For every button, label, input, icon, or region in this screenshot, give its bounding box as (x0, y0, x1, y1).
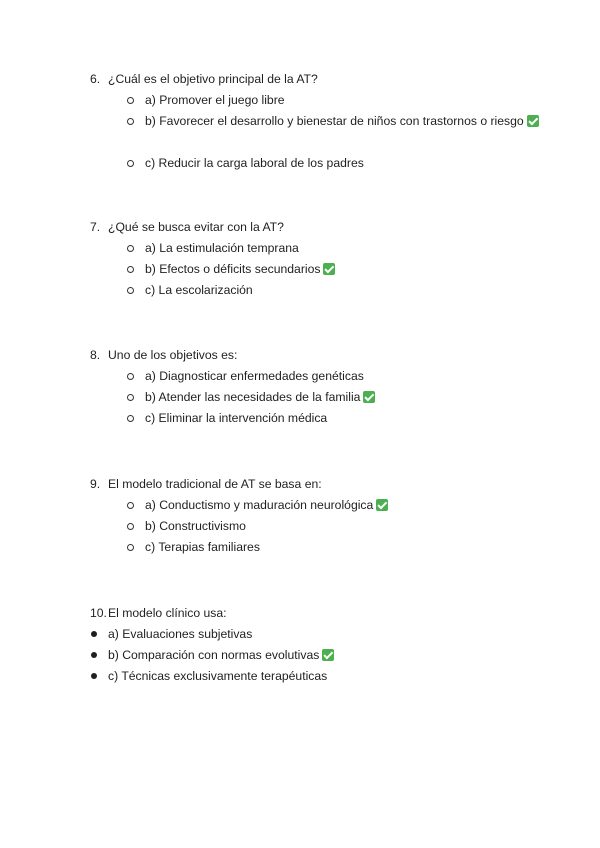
hollow-bullet-icon (127, 523, 134, 530)
option-item (0, 537, 600, 558)
check-mark-button-icon (376, 499, 388, 511)
option-item (0, 408, 600, 429)
hollow-bullet-icon (127, 118, 134, 125)
option-text: b) Atender las necesidades de la familia (145, 390, 361, 404)
option-item (0, 90, 600, 111)
option-item (0, 516, 600, 537)
option-item (0, 666, 600, 687)
hollow-bullet-icon (127, 97, 134, 104)
question-text: ¿Cuál es el objetivo principal de la AT? (108, 72, 318, 86)
option-text: a) Conductismo y maduración neurológica (145, 498, 374, 512)
question-text: Uno de los objetivos es: (108, 348, 238, 362)
filled-bullet-icon (91, 673, 97, 679)
question-number: 10. (90, 606, 107, 620)
option-text: c) Eliminar la intervención médica (145, 411, 328, 425)
hollow-bullet-icon (127, 373, 134, 380)
option-text: b) Favorecer el desarrollo y bienestar de niños con trastornos o riesgo (145, 114, 524, 128)
option-item (0, 153, 600, 174)
option-item (0, 280, 600, 301)
hollow-bullet-icon (127, 394, 134, 401)
question-9 (0, 474, 600, 558)
filled-bullet-icon (91, 652, 97, 658)
option-text: b) Comparación con normas evolutivas (108, 648, 320, 662)
question-7 (0, 217, 600, 301)
check-mark-button-icon (363, 391, 375, 403)
option-text: c) Reducir la carga laboral de los padres (145, 156, 364, 170)
option-text: a) Evaluaciones subjetivas (108, 627, 253, 641)
option-item (0, 387, 600, 408)
option-item (0, 624, 600, 645)
question-8 (0, 345, 600, 429)
check-mark-button-icon (323, 263, 335, 275)
options-list (0, 495, 600, 558)
options-list (0, 366, 600, 429)
options-list (0, 624, 600, 687)
options-list (0, 238, 600, 301)
question-text: El modelo tradicional de AT se basa en: (108, 477, 322, 491)
option-text: c) La escolarización (145, 283, 253, 297)
option-text: c) Técnicas exclusivamente terapéuticas (108, 669, 328, 683)
option-item (0, 238, 600, 259)
check-mark-button-icon (322, 649, 334, 661)
hollow-bullet-icon (127, 287, 134, 294)
hollow-bullet-icon (127, 245, 134, 252)
option-item (0, 111, 600, 153)
hollow-bullet-icon (127, 502, 134, 509)
question-text: ¿Qué se busca evitar con la AT? (108, 220, 284, 234)
question-text: El modelo clínico usa: (108, 606, 227, 620)
check-mark-button-icon (527, 115, 539, 127)
question-number: 9. (90, 477, 101, 491)
question-number: 7. (90, 220, 101, 234)
hollow-bullet-icon (127, 266, 134, 273)
option-text: a) Diagnosticar enfermedades genéticas (145, 369, 364, 383)
hollow-bullet-icon (127, 544, 134, 551)
option-item (0, 495, 600, 516)
option-item (0, 366, 600, 387)
option-text: b) Efectos o déficits secundarios (145, 262, 321, 276)
options-list (0, 90, 600, 174)
hollow-bullet-icon (127, 160, 134, 167)
question-10 (0, 603, 600, 687)
option-text: a) La estimulación temprana (145, 241, 299, 255)
question-number: 6. (90, 72, 101, 86)
hollow-bullet-icon (127, 415, 134, 422)
filled-bullet-icon (91, 631, 97, 637)
option-text: c) Terapias familiares (145, 540, 260, 554)
option-text: b) Constructivismo (145, 519, 246, 533)
question-6 (0, 69, 600, 174)
option-item (0, 259, 600, 280)
question-number: 8. (90, 348, 101, 362)
option-item (0, 645, 600, 666)
option-text: a) Promover el juego libre (145, 93, 285, 107)
